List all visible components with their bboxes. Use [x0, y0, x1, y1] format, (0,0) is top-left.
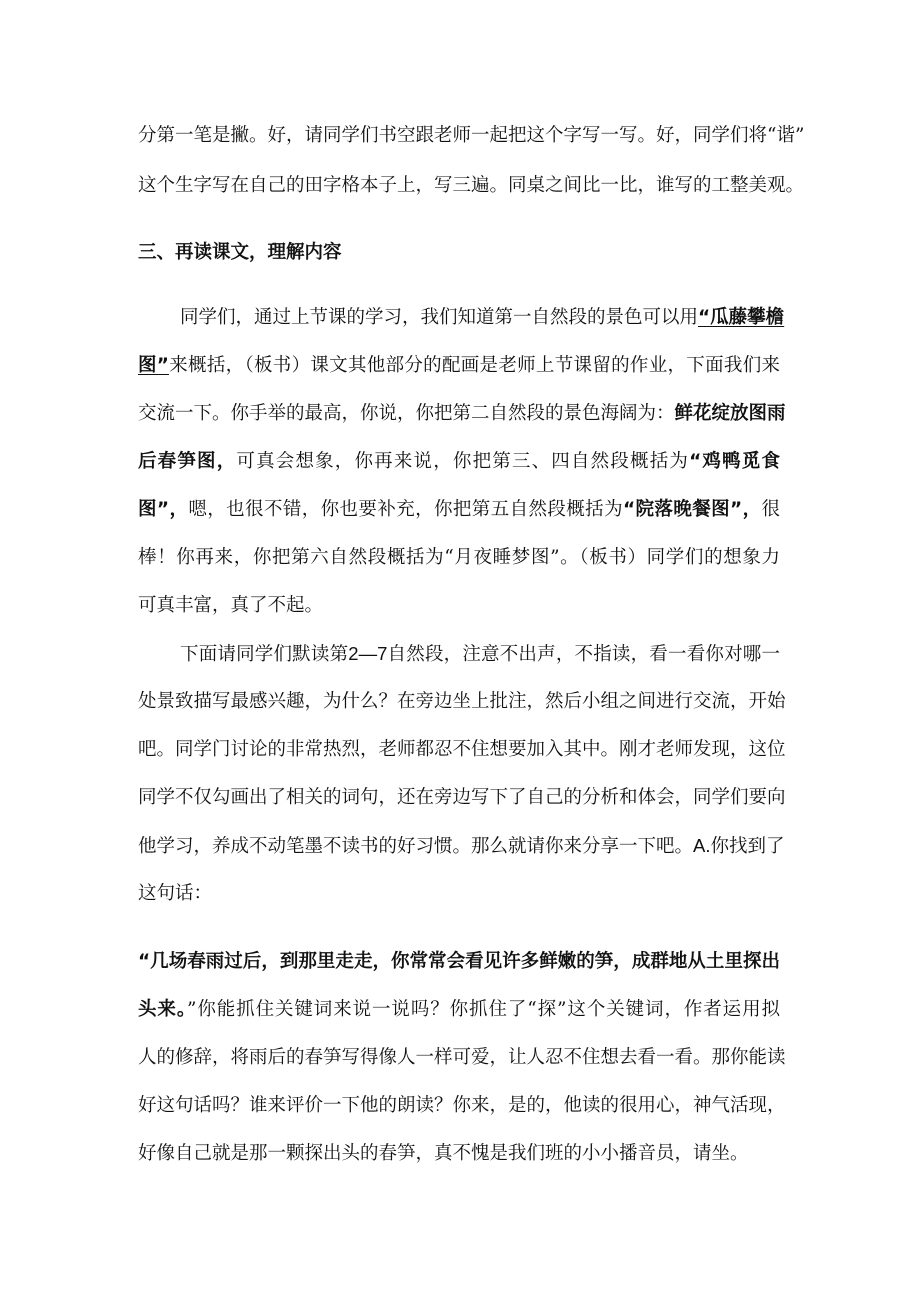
- paragraph-1-line-6: 棒！你再来，你把第六自然段概括为“月夜睡梦图”。（板书）同学们的想象力: [138, 547, 780, 568]
- paragraph-2-line-1: 下面请同学们默读第2—7自然段，注意不出声，不指读，看一看你对哪一: [180, 643, 780, 665]
- paragraph-1-line-4: 后春笋图，可真会想象，你再来说，你把第三、四自然段概括为“鸡鸭觅食: [138, 451, 780, 472]
- quote-line-1: “几场春雨过后，到那里走走，你常常会看见许多鲜嫩的笋，成群地从土里探出: [138, 951, 780, 972]
- paragraph-1-line-7: 可真丰富，真了不起。: [138, 595, 324, 616]
- paragraph-3-line-4: 好这句话吗？谁来评价一下他的朗读？你来，是的，他读的很用心，神气活现，: [138, 1095, 786, 1116]
- paragraph-1-line-5: 图”，嗯，也很不错，你也要补充，你把第五自然段概括为“院落晚餐图”，很: [138, 499, 780, 520]
- paragraph-2-line-4: 同学不仅勾画出了相关的词句，还在旁边写下了自己的分析和体会，同学们要向: [138, 787, 786, 808]
- paragraph-0-line-1: 分第一笔是撇。好，请同学们书空跟老师一起把这个字写一写。好，同学们将“谐”: [138, 125, 805, 146]
- paragraph-2-line-5: 他学习，养成不动笔墨不读书的好习惯。那么就请你来分享一下吧。A.你找到了: [138, 835, 785, 857]
- paragraph-2-line-3: 吧。同学门讨论的非常热烈，老师都忍不住想要加入其中。刚才老师发现，这位: [138, 739, 786, 760]
- paragraph-3-line-3: 人的修辞，将雨后的春笋写得像人一样可爱，让人忍不住想去看一看。那你能读: [138, 1047, 786, 1068]
- paragraph-3-line-2: 头来。”你能抓住关键词来说一说吗？你抓住了“探”这个关键词，作者运用拟: [138, 999, 780, 1020]
- paragraph-3-line-5: 好像自己就是那一颗探出头的春笋，真不愧是我们班的小小播音员，请坐。: [138, 1143, 749, 1164]
- paragraph-1-line-2: 图”来概括，（板书）课文其他部分的配画是老师上节课留的作业，下面我们来: [138, 355, 780, 376]
- section-heading: 三、再读课文，理解内容: [138, 242, 342, 263]
- paragraph-0-line-2: 这个生字写在自己的田字格本子上，写三遍。同桌之间比一比，谁写的工整美观。: [138, 175, 805, 196]
- paragraph-1-line-3: 交流一下。你手举的最高，你说，你把第二自然段的景色海阔为：鲜花绽放图雨: [138, 403, 786, 424]
- paragraph-2-line-6: 这句话：: [138, 883, 213, 904]
- paragraph-1-line-1: 同学们，通过上节课的学习，我们知道第一自然段的景色可以用“瓜藤攀檐: [180, 307, 785, 328]
- paragraph-2-line-2: 处景致描写最感兴趣，为什么？在旁边坐上批注，然后小组之间进行交流，开始: [138, 691, 786, 712]
